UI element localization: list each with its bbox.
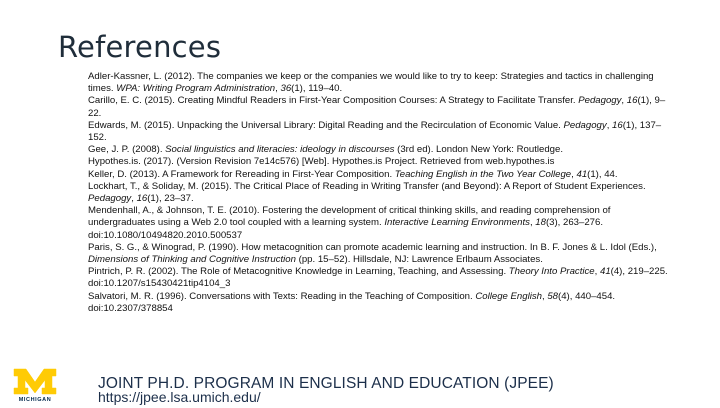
reference-entry xyxy=(88,156,678,168)
reference-text: (1), 23–37. xyxy=(147,193,194,205)
reference-italic-text: Dimensions of Thinking and Cognitive Instruction xyxy=(88,254,296,266)
reference-italic-text: Theory Into Practice xyxy=(508,266,595,278)
reference-text: Adler-Kassner, L. (2012). The companies we keep or the companies we would like to try to keep: Strategies and tactics in challenging times. xyxy=(88,71,654,95)
reference-text: (1), 44. xyxy=(587,168,618,180)
reference-text: (4), 440–454. doi:10.2307/378854 xyxy=(88,290,616,314)
reference-entry xyxy=(88,71,678,95)
reference-entry xyxy=(88,291,678,315)
reference-italic-text: 16 xyxy=(136,193,148,205)
reference-text: Paris, S. G., & Winograd, P. (1990). How metacognition can promote academic learning and instruction. In B. F. Jones & L. Idol (Eds.), xyxy=(88,241,657,253)
reference-entry xyxy=(88,242,678,266)
reference-text: Mendenhall, A., & Johnson, T. E. (2010). Fostering the development of critical thinking skills, and reading comprehension of undergraduates using a Web 2.0 tool coupled with a learning system. xyxy=(88,205,611,229)
reference-italic-text: WPA: Writing Program Administration xyxy=(116,83,276,95)
reference-italic-text: 58 xyxy=(547,290,559,302)
reference-text: , xyxy=(529,217,536,229)
reference-entry xyxy=(88,95,678,119)
reference-text: (1), 119–40. xyxy=(291,83,343,95)
reference-text: (3rd ed). London New York: Routledge. xyxy=(394,144,564,156)
reference-text: (1), 137–152. xyxy=(88,119,662,144)
reference-text: Hypothes.is. (2017). (Version Revision 7e14c576) [Web]. Hypothes.is Project. Retrieved from web.hypothes.is xyxy=(88,156,555,168)
reference-italic-text: 16 xyxy=(626,95,638,107)
reference-italic-text: 41 xyxy=(599,266,611,278)
reference-italic-text: Teaching English in the Two Year College xyxy=(394,168,572,180)
program-name: JOINT PH.D. PROGRAM IN ENGLISH AND EDUCATION (JPEE) xyxy=(98,375,554,392)
reference-italic-text: College English xyxy=(475,290,542,302)
reference-italic-text: 41 xyxy=(576,168,588,180)
program-url[interactable]: https://jpee.lsa.umich.edu/ xyxy=(98,389,261,405)
reference-text: Keller, D. (2013). A Framework for Rereading in First-Year Composition. xyxy=(88,168,395,180)
reference-entry xyxy=(88,181,678,205)
reference-italic-text: Pedagogy xyxy=(88,193,132,205)
reference-entry xyxy=(88,169,678,181)
reference-italic-text: 16 xyxy=(612,119,623,131)
block-m-logo-icon xyxy=(10,367,60,403)
reference-italic-text: Pedagogy xyxy=(563,119,607,131)
reference-text: Salvatori, M. R. (1996). Conversations with Texts: Reading in the Teaching of Composition. xyxy=(88,290,476,302)
reference-text: Pintrich, P. R. (2002). The Role of Metacognitive Knowledge in Learning, Teaching, and Assessing. xyxy=(88,266,509,278)
slide-title: References xyxy=(58,30,222,64)
reference-text: Lockhart, T., & Soliday, M. (2015). The Critical Place of Reading in Writing Transfer (and Beyond): A Report of Student Experiences. xyxy=(88,180,646,192)
svg-text:MICHIGAN: MICHIGAN xyxy=(18,397,52,403)
reference-entry xyxy=(88,205,678,242)
reference-text: , xyxy=(275,83,281,95)
reference-text: , xyxy=(131,193,137,205)
reference-text: , xyxy=(594,266,600,278)
reference-italic-text: 36 xyxy=(280,83,292,95)
reference-italic-text: 18 xyxy=(535,217,546,229)
reference-entry xyxy=(88,266,678,290)
reference-italic-text: Pedagogy xyxy=(578,95,622,107)
reference-text: (3), 263–276. doi:10.1080/10494820.2010.500537 xyxy=(88,217,604,241)
footer xyxy=(0,361,720,405)
reference-text: Carillo, E. C. (2015). Creating Mindful Readers in First-Year Composition Courses: A Strategy to Facilitate Transfer. xyxy=(88,95,579,107)
reference-text: , xyxy=(542,290,548,302)
reference-text: , xyxy=(571,168,577,180)
reference-text: (4), 219–225. doi:10.1207/s15430421tip4104_3 xyxy=(88,266,668,290)
reference-text: Edwards, M. (2015). Unpacking the Universal Library: Digital Reading and the Recirculation of Economic Value. xyxy=(88,119,564,131)
reference-text: , xyxy=(606,119,613,131)
reference-entry xyxy=(88,144,678,156)
university-logo xyxy=(10,367,60,403)
reference-entry xyxy=(88,120,678,144)
reference-text: , xyxy=(621,95,627,107)
reference-list xyxy=(88,71,678,315)
reference-italic-text: Interactive Learning Environments xyxy=(384,217,530,229)
reference-text: (pp. 15–52). Hillsdale, NJ: Lawrence Erlbaum Associates. xyxy=(295,254,543,266)
reference-text: (1), 9–22. xyxy=(88,95,666,119)
reference-italic-text: Social linguistics and literacies: ideology in discourses xyxy=(165,144,395,156)
reference-text: Gee, J. P. (2008). xyxy=(88,144,166,156)
